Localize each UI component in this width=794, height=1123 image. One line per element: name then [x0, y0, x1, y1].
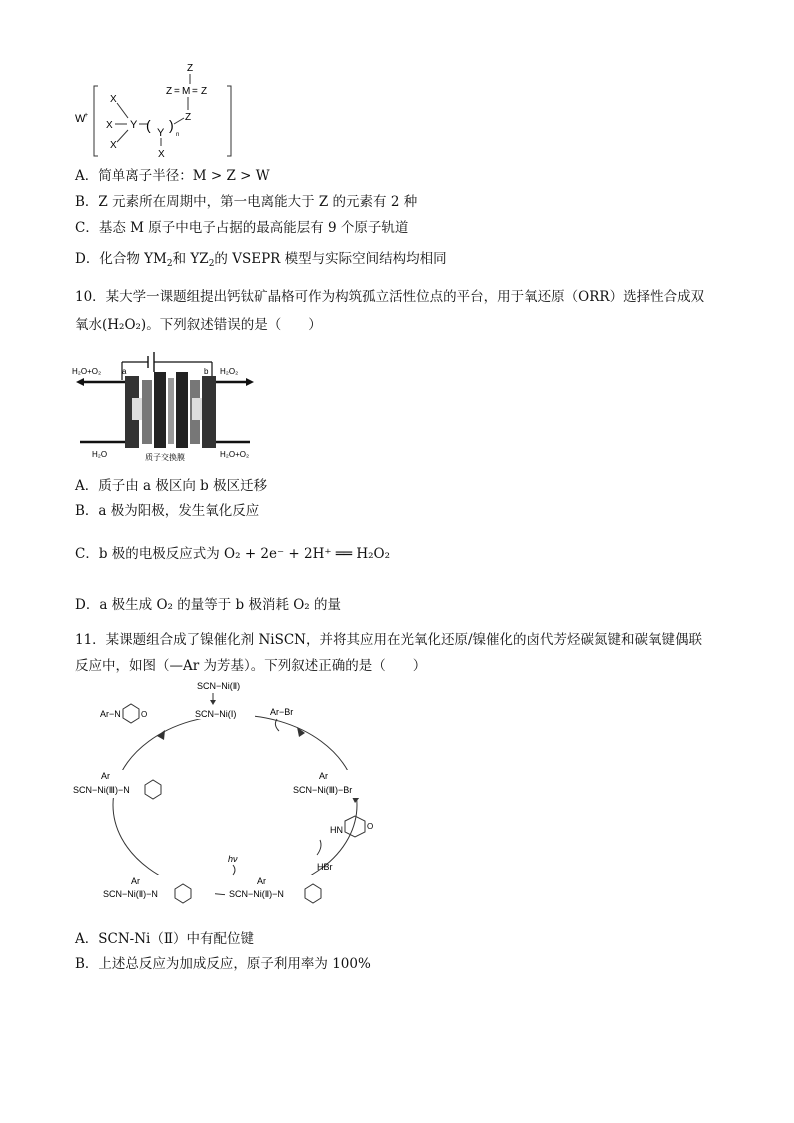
- svg-text:b: b: [204, 367, 209, 376]
- svg-text:a: a: [122, 367, 127, 376]
- svg-text:Y: Y: [157, 127, 165, 139]
- svg-text:HBr: HBr: [317, 862, 333, 872]
- svg-text:=: =: [174, 86, 180, 97]
- svg-text:H₂O+O₂: H₂O+O₂: [72, 367, 102, 376]
- svg-text:Ar: Ar: [257, 876, 266, 886]
- svg-text:X: X: [110, 140, 117, 151]
- svg-text:M: M: [182, 86, 191, 97]
- svg-text:(: (: [146, 117, 151, 133]
- svg-text:SCN−Ni(Ⅰ): SCN−Ni(Ⅰ): [195, 709, 237, 719]
- svg-text:质子交换膜: 质子交换膜: [145, 453, 185, 462]
- svg-text:SCN−Ni(Ⅲ)−N: SCN−Ni(Ⅲ)−N: [73, 785, 130, 795]
- q9-option-b: B．Z 元素所在周期中，第一电离能大于 Z 的元素有 2 种: [75, 194, 418, 210]
- q9-option-a: A．简单离子半径：M > Z > W: [75, 168, 270, 184]
- catalytic-cycle-figure: [65, 675, 385, 920]
- q11-stem-line1: 11．某课题组合成了镍催化剂 NiSCN，并将其应用在光氧化还原/镍催化的卤代芳烃碳氮键和碳氧键偶联: [75, 632, 703, 648]
- svg-text:Ar: Ar: [319, 771, 328, 781]
- svg-text:H₂O+O₂: H₂O+O₂: [220, 450, 250, 459]
- svg-text:): ): [169, 117, 174, 133]
- electrolysis-cell-figure: [70, 350, 260, 462]
- q10-option-c: C．b 极的电极反应式为 O₂ + 2e⁻ + 2H⁺ ══ H₂O₂: [75, 546, 391, 562]
- svg-text:SCN−Ni(Ⅱ)−N: SCN−Ni(Ⅱ)−N: [103, 889, 158, 899]
- q11-option-a: A．SCN-Ni（Ⅱ）中有配位键: [75, 931, 255, 947]
- q10-stem-line1: 10．某大学一课题组提出钙钛矿晶格可作为构筑孤立活性位点的平台，用于氧还原（ORR）选择性合成双: [75, 289, 705, 305]
- svg-text:H₂O: H₂O: [92, 450, 108, 459]
- svg-text:Ar: Ar: [131, 876, 140, 886]
- svg-text:Ar−N: Ar−N: [100, 709, 121, 719]
- svg-text:HN: HN: [330, 825, 343, 835]
- svg-text:+: +: [84, 112, 89, 119]
- q10-option-b: B．a 极为阳极，发生氧化反应: [75, 503, 260, 519]
- q9-option-c: C．基态 M 原子中电子占据的最高能层有 9 个原子轨道: [75, 220, 409, 236]
- q9-option-d: D．化合物 $YM_2$和 $YZ_2$的 VSEPR 模型与实际空间结构均相同: [75, 251, 447, 269]
- svg-text:Y: Y: [130, 119, 138, 131]
- svg-text:X: X: [110, 94, 117, 105]
- svg-text:X: X: [106, 120, 113, 131]
- q10-option-a: A．质子由 a 极区向 b 极区迁移: [75, 478, 268, 494]
- cation-label: W: [75, 113, 86, 125]
- svg-text:SCN−Ni(Ⅱ): SCN−Ni(Ⅱ): [197, 681, 241, 691]
- svg-text:H₂O₂: H₂O₂: [220, 367, 239, 376]
- svg-text:SCN−Ni(Ⅱ)−N: SCN−Ni(Ⅱ)−N: [229, 889, 284, 899]
- svg-text:Z: Z: [166, 86, 173, 97]
- svg-text:Ar−Br: Ar−Br: [270, 707, 294, 717]
- svg-text:Z: Z: [187, 63, 194, 74]
- svg-text:n: n: [176, 132, 180, 138]
- q10-stem-line2: 氧水(H₂O₂)。下列叙述错误的是（ ）: [75, 317, 322, 333]
- svg-text:SCN−Ni(Ⅲ)−Br: SCN−Ni(Ⅲ)−Br: [293, 785, 353, 795]
- svg-text:O: O: [367, 822, 374, 831]
- ion-structure-figure: [70, 58, 245, 168]
- svg-text:Z: Z: [201, 86, 208, 97]
- q10-option-d: D．a 极生成 O₂ 的量等于 b 极消耗 O₂ 的量: [75, 597, 342, 613]
- q11-stem-line2: 反应中，如图（—Ar 为芳基）。下列叙述正确的是（ ）: [75, 658, 427, 674]
- svg-text:X: X: [158, 149, 165, 160]
- svg-text:Z: Z: [185, 112, 192, 123]
- svg-text:=: =: [192, 86, 198, 97]
- q11-option-b: B．上述总反应为加成反应，原子利用率为 100%: [75, 956, 371, 972]
- svg-text:Ar: Ar: [101, 771, 110, 781]
- svg-text:hν: hν: [228, 854, 238, 864]
- svg-text:O: O: [141, 710, 148, 719]
